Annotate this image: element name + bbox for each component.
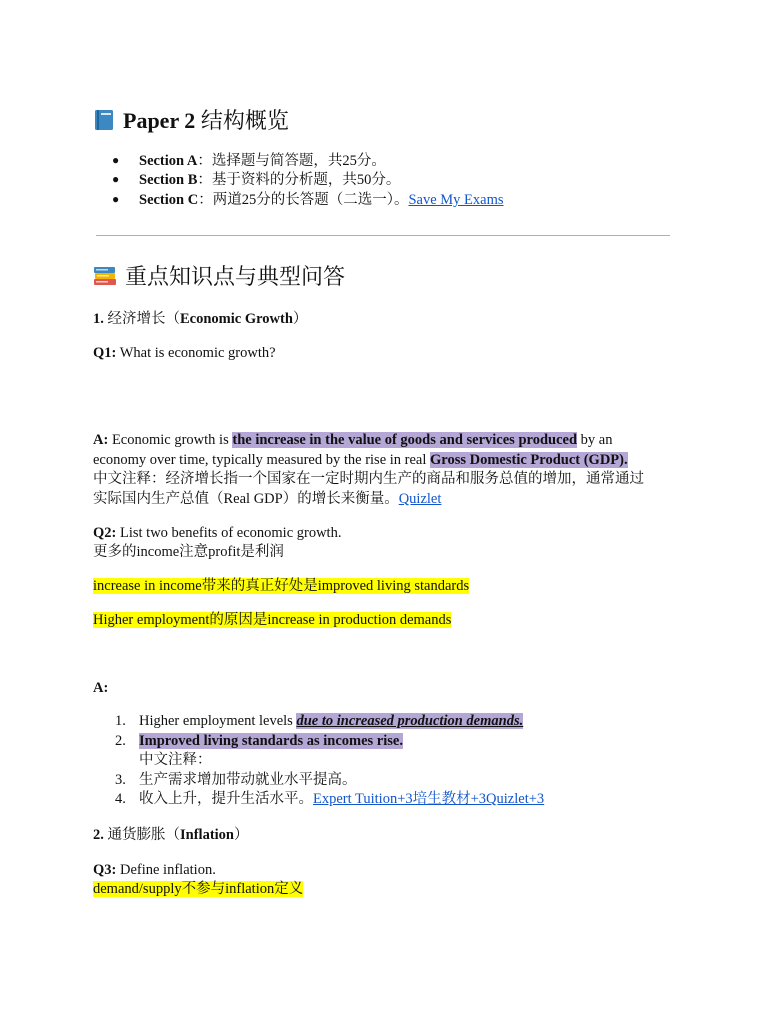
note-yellow-2: Higher employment的原因是increase in production demands bbox=[93, 612, 452, 628]
bullet-icon: ● bbox=[112, 153, 120, 167]
books-icon bbox=[93, 265, 117, 293]
answer-a1-line2: economy over time, typically measured by the rise in real Gross Domestic Product (GDP). bbox=[93, 452, 628, 468]
list-item: ● Section B：基于资料的分析题，共50分。 bbox=[112, 172, 401, 188]
topic-heading-inflation: 2. 通货膨胀（Inflation） bbox=[93, 827, 249, 843]
bullet-icon: ● bbox=[112, 172, 120, 186]
highlight-purple: due to increased production demands. bbox=[296, 713, 524, 729]
horizontal-divider bbox=[96, 235, 670, 236]
answer-a1-line4: 实际国内生产总值（Real GDP）的增长来衡量。Quizlet bbox=[93, 491, 442, 507]
list-item: 2. Improved living standards as incomes rise. bbox=[115, 733, 403, 749]
list-item: ● Section A：选择题与简答题，共25分。 bbox=[112, 153, 386, 169]
save-my-exams-link[interactable]: Save My Exams bbox=[408, 192, 504, 208]
question-q2-note: 更多的income注意profit是利润 bbox=[93, 544, 284, 560]
question-q3: Q3: Define inflation. bbox=[93, 862, 216, 878]
highlight-purple: the increase in the value of goods and services produced bbox=[232, 432, 578, 448]
topic-heading-economic-growth: 1. 经济增长（Economic Growth） bbox=[93, 311, 308, 327]
section-heading-key-points bbox=[93, 264, 345, 293]
section-heading-paper2 bbox=[93, 108, 289, 137]
sources-link[interactable]: Expert Tuition+3培生教材+3Quizlet+3 bbox=[313, 791, 545, 807]
section-title-bold: Paper 2 bbox=[123, 108, 196, 133]
bullet-icon: ● bbox=[112, 192, 120, 206]
list-item-sub: 中文注释： bbox=[139, 752, 212, 768]
highlight-purple: Gross Domestic Product (GDP). bbox=[430, 452, 628, 468]
question-q1: Q1: What is economic growth? bbox=[93, 345, 276, 361]
question-q2: Q2: List two benefits of economic growth. bbox=[93, 525, 342, 541]
list-item: ● Section C：两道25分的长答题（二选一）。Save My Exams bbox=[112, 192, 504, 208]
quizlet-link[interactable]: Quizlet bbox=[398, 491, 442, 507]
answer-a2-label: A: bbox=[93, 680, 109, 696]
list-item: 3. 生产需求增加带动就业水平提高。 bbox=[115, 772, 357, 788]
highlight-purple: Improved living standards as incomes rise. bbox=[139, 733, 403, 749]
blue-book-icon bbox=[93, 109, 115, 137]
answer-a1-line3: 中文注释：经济增长指一个国家在一定时期内生产的商品和服务总值的增加，通常通过 bbox=[93, 471, 644, 487]
section-title: 重点知识点与典型问答 bbox=[125, 264, 346, 289]
note-yellow-1: increase in income带来的真正好处是improved living standards bbox=[93, 578, 470, 594]
section-title-rest: 结构概览 bbox=[195, 108, 289, 133]
list-item: 4. 收入上升，提升生活水平。Expert Tuition+3培生教材+3Quizlet+3 bbox=[115, 791, 545, 807]
note-yellow-3: demand/supply不参与inflation定义 bbox=[93, 881, 304, 897]
list-item: 1. Higher employment levels due to increased production demands. bbox=[115, 713, 524, 729]
answer-a1-line1: A: Economic growth is the increase in the value of goods and services produced by an bbox=[93, 432, 613, 448]
